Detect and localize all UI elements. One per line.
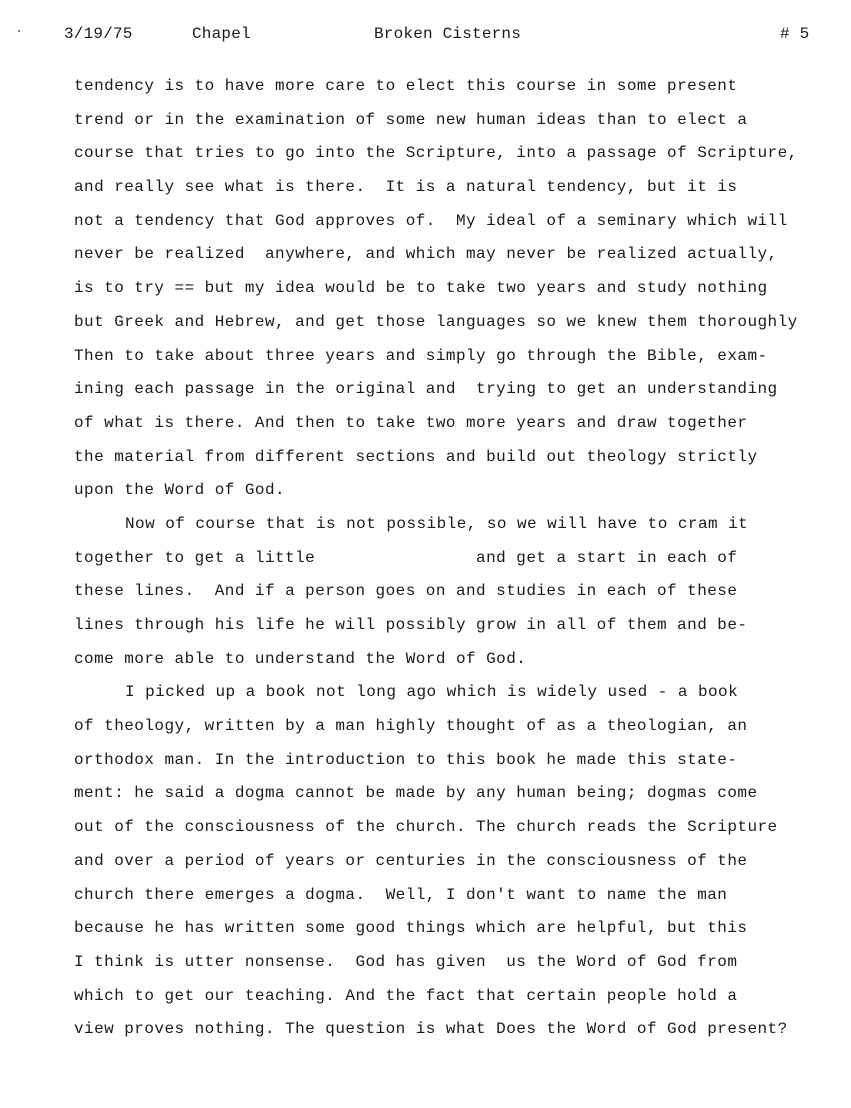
header-title: Broken Cisterns (374, 25, 522, 43)
text-line: tendency is to have more care to elect this course in some present (74, 77, 738, 95)
paragraph-start-line: Now of course that is not possible, so we will have to cram it (125, 514, 749, 533)
text-line: is to try == but my idea would be to take two years and study nothing (74, 279, 768, 298)
text-line: Then to take about three years and simply go through the Bible, exam- (74, 346, 768, 365)
text-line: upon the Word of God. (74, 481, 286, 500)
text-line: lines through his life he will possibly grow in all of them and be- (74, 616, 748, 634)
text-line: come more able to understand the Word of God. (74, 649, 527, 668)
header-page-number: # 5 (780, 25, 810, 43)
text-line: view proves nothing. The question is what Does the Word of God present? (74, 1020, 788, 1039)
text-line: never be realized anywhere, and which may never be realized actually, (74, 245, 778, 264)
text-line: which to get our teaching. And the fact that certain people hold a (74, 986, 738, 1005)
document-body (74, 70, 814, 1047)
text-line: course that tries to go into the Scripture, into a passage of Scripture, (74, 144, 798, 163)
scan-speck (18, 30, 20, 32)
text-line: but Greek and Hebrew, and get those languages so we knew them thoroughly (74, 312, 798, 331)
text-line: out of the consciousness of the church. The church reads the Scripture (74, 818, 778, 837)
text-line: and really see what is there. It is a natural tendency, but it is (74, 178, 738, 197)
paragraph-start-line: I picked up a book not long ago which is widely used - a book (125, 683, 739, 702)
text-line: not a tendency that God approves of. My ideal of a seminary which will (74, 211, 788, 230)
text-line: these lines. And if a person goes on and studies in each of these (74, 582, 738, 601)
text-line: ining each passage in the original and trying to get an understanding (74, 380, 778, 399)
text-line: together to get a little and get a start in each of (74, 548, 738, 567)
text-line: of theology, written by a man highly thought of as a theologian, an (74, 717, 748, 736)
text-line: because he has written some good things which are helpful, but this (74, 919, 748, 938)
text-line: church there emerges a dogma. Well, I don't want to name the man (74, 885, 728, 904)
text-line: ment: he said a dogma cannot be made by any human being; dogmas come (74, 784, 758, 803)
text-line: I think is utter nonsense. God has given us the Word of God from (74, 952, 738, 971)
text-line: of what is there. And then to take two more years and draw together (74, 413, 748, 432)
text-line: trend or in the examination of some new human ideas than to elect a (74, 110, 748, 129)
text-line: the material from different sections and build out theology strictly (74, 447, 758, 466)
header-date: 3/19/75 (64, 25, 133, 43)
text-line: orthodox man. In the introduction to this book he made this state- (74, 750, 738, 769)
text-line: and over a period of years or centuries in the consciousness of the (74, 851, 748, 870)
header-location: Chapel (192, 25, 251, 43)
